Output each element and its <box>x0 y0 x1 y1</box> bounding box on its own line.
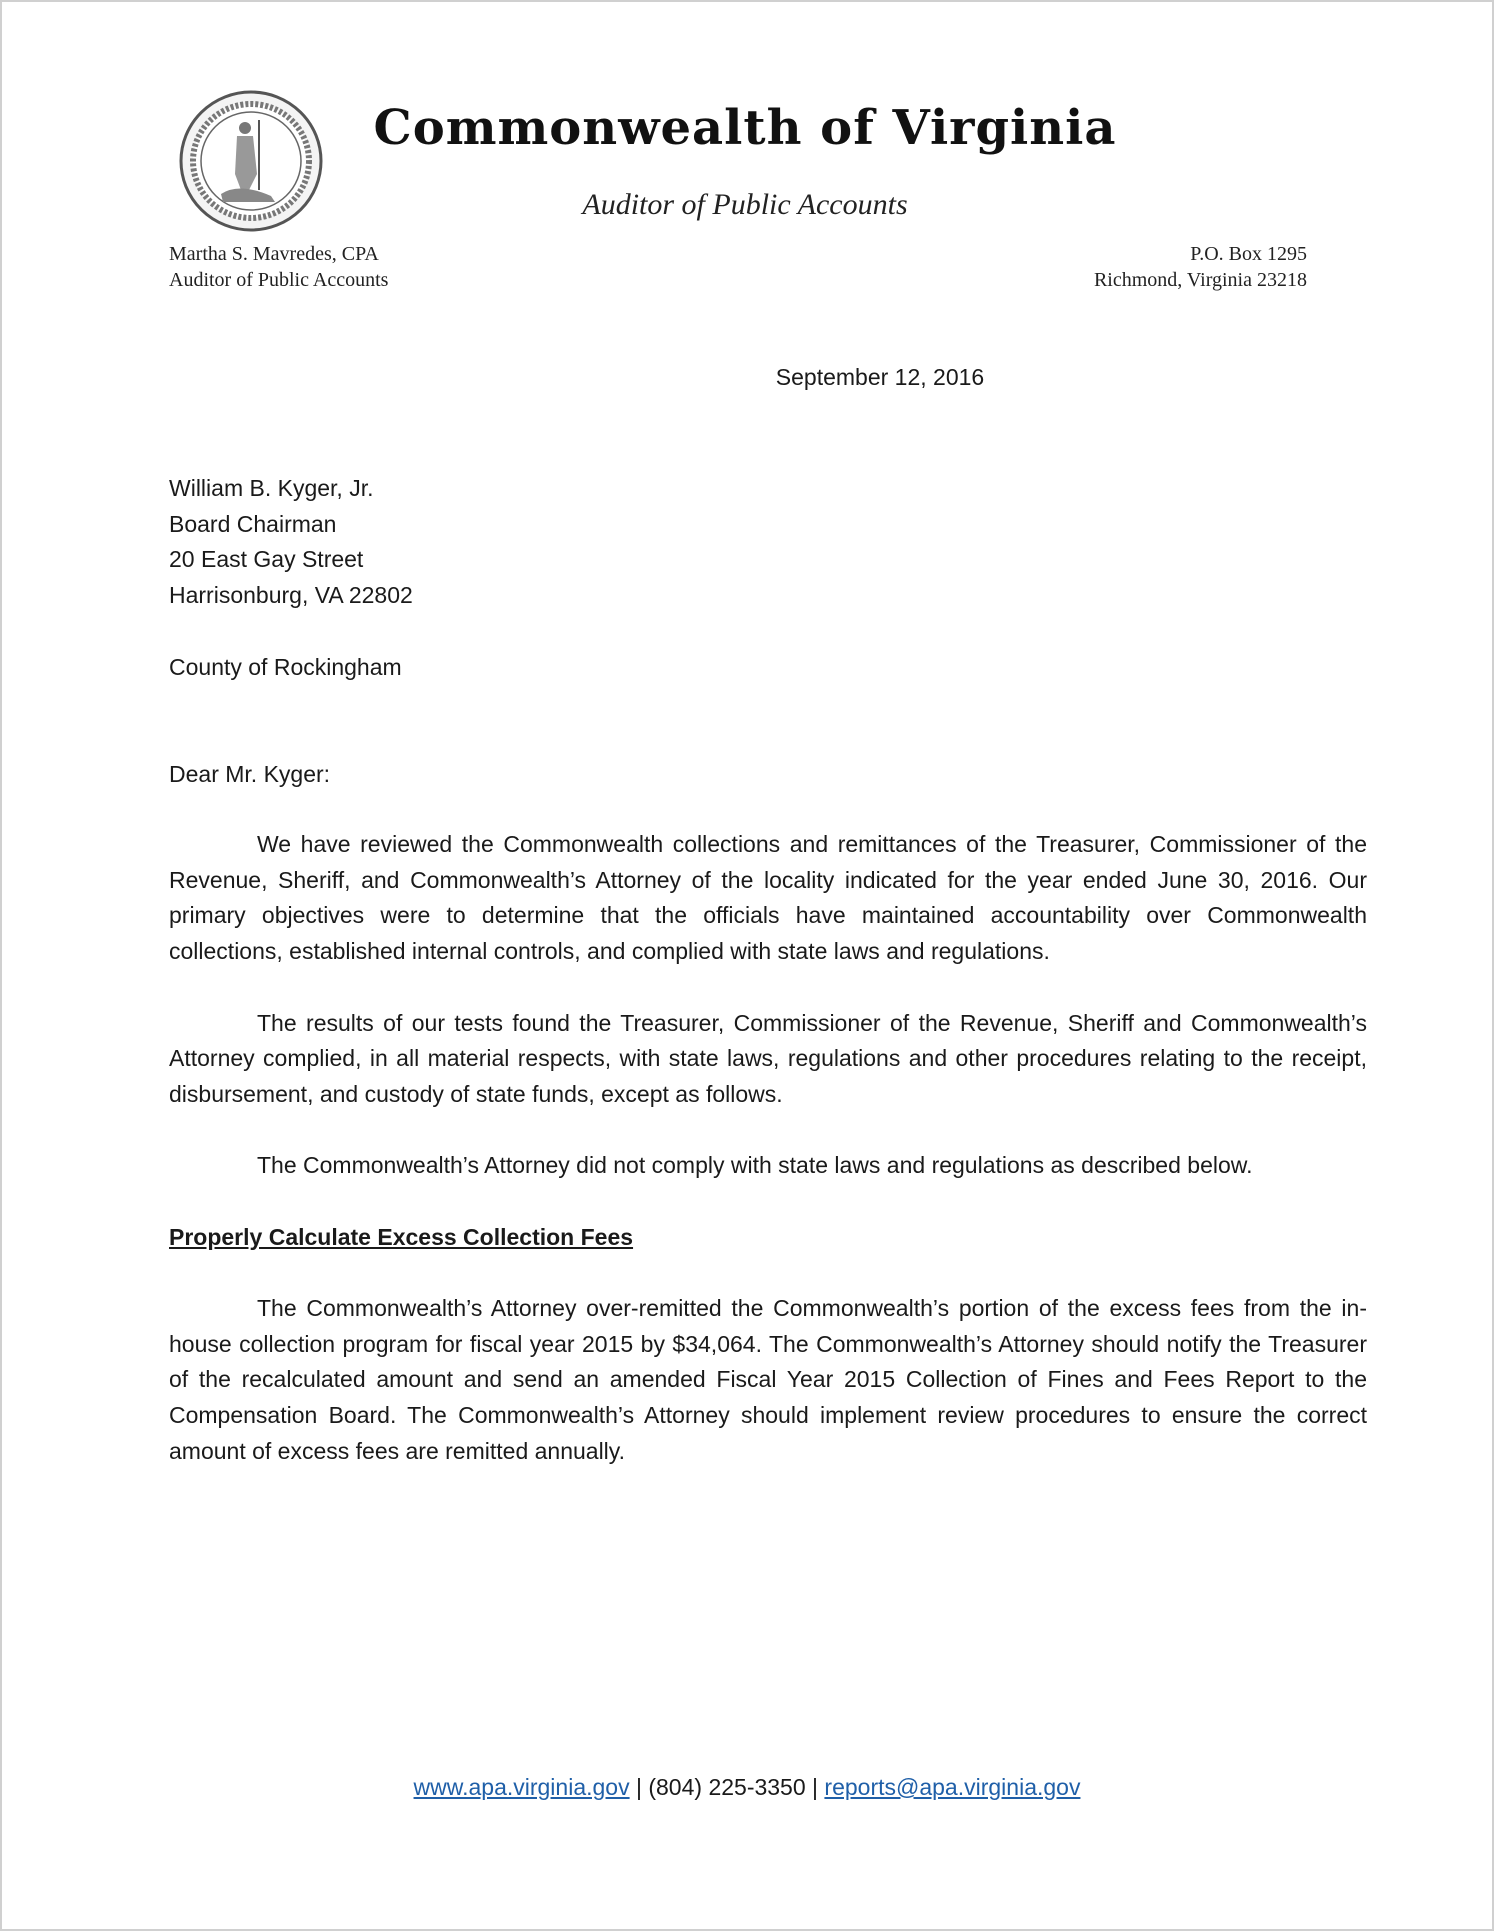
paragraph-3: The Commonwealth’s Attorney did not comply with state laws and regulations as described below. <box>257 1152 1253 1179</box>
phone-number: (804) 225-3350 <box>648 1774 806 1800</box>
letter-date: September 12, 2016 <box>775 364 985 390</box>
virginia-seal-logo <box>179 90 323 232</box>
paragraph-2: The results of our tests found the Treasurer, Commissioner of the Revenue, Sheriff and Commonwealth’s Attorney complied, in all material respects, with state laws, regulations and other procedures relating to the receipt, disbursement, and custody of state funds, except as follows. <box>169 1009 1367 1107</box>
recipient-block <box>169 471 1367 614</box>
address-line1: P.O. Box 1295 <box>1190 243 1307 265</box>
footer <box>0 1774 1494 1801</box>
finding-heading: Properly Calculate Excess Collection Fees <box>169 1223 634 1250</box>
letterhead-subtitle: Auditor of Public Accounts <box>582 188 908 221</box>
website-link[interactable]: www.apa.virginia.gov <box>413 1774 630 1800</box>
recipient-street: 20 East Gay Street <box>169 546 364 573</box>
address-line2: Richmond, Virginia 23218 <box>1093 269 1307 291</box>
recipient-name: William B. Kyger, Jr. <box>169 475 374 501</box>
recipient-city: Harrisonburg, VA 22802 <box>169 582 413 609</box>
sender-title: Auditor of Public Accounts <box>169 269 389 291</box>
sender-address <box>1094 241 1307 293</box>
sender-block <box>169 241 388 293</box>
letterhead-title: Commonwealth of Virginia <box>373 100 1117 156</box>
finding-paragraph: The Commonwealth’s Attorney over-remitted the Commonwealth’s portion of the excess fees from the in-house collection program for fiscal year 2015 by $34,064. The Commonwealth’s Attorney should notify the Treasurer of the recalculated amount and send an amended Fiscal Year 2015 Collection of Fines and Fees Report to the Compensation Board. The Commonwealth’s Attorney should implement review procedures to ensure the correct amount of excess fees are remitted annually. <box>169 1295 1367 1464</box>
paragraph-1: We have reviewed the Commonwealth collections and remittances of the Treasurer, Commissioner of the Revenue, Sheriff, and Commonwealth’s Attorney of the locality indicated for the year ended June 30, 2016. Our primary objectives were to determine that the officials have maintained accountability over Commonwealth collections, established internal controls, and complied with state laws and regulations. <box>169 831 1367 965</box>
recipient-title: Board Chairman <box>169 510 337 537</box>
email-link[interactable]: reports@apa.virginia.gov <box>824 1774 1081 1800</box>
recipient-county: County of Rockingham <box>169 654 402 680</box>
salutation: Dear Mr. Kyger: <box>169 761 331 787</box>
sender-name: Martha S. Mavredes, CPA <box>169 243 379 265</box>
separator: | <box>805 1774 825 1800</box>
letter-body <box>169 827 1367 1470</box>
separator: | <box>629 1774 649 1800</box>
